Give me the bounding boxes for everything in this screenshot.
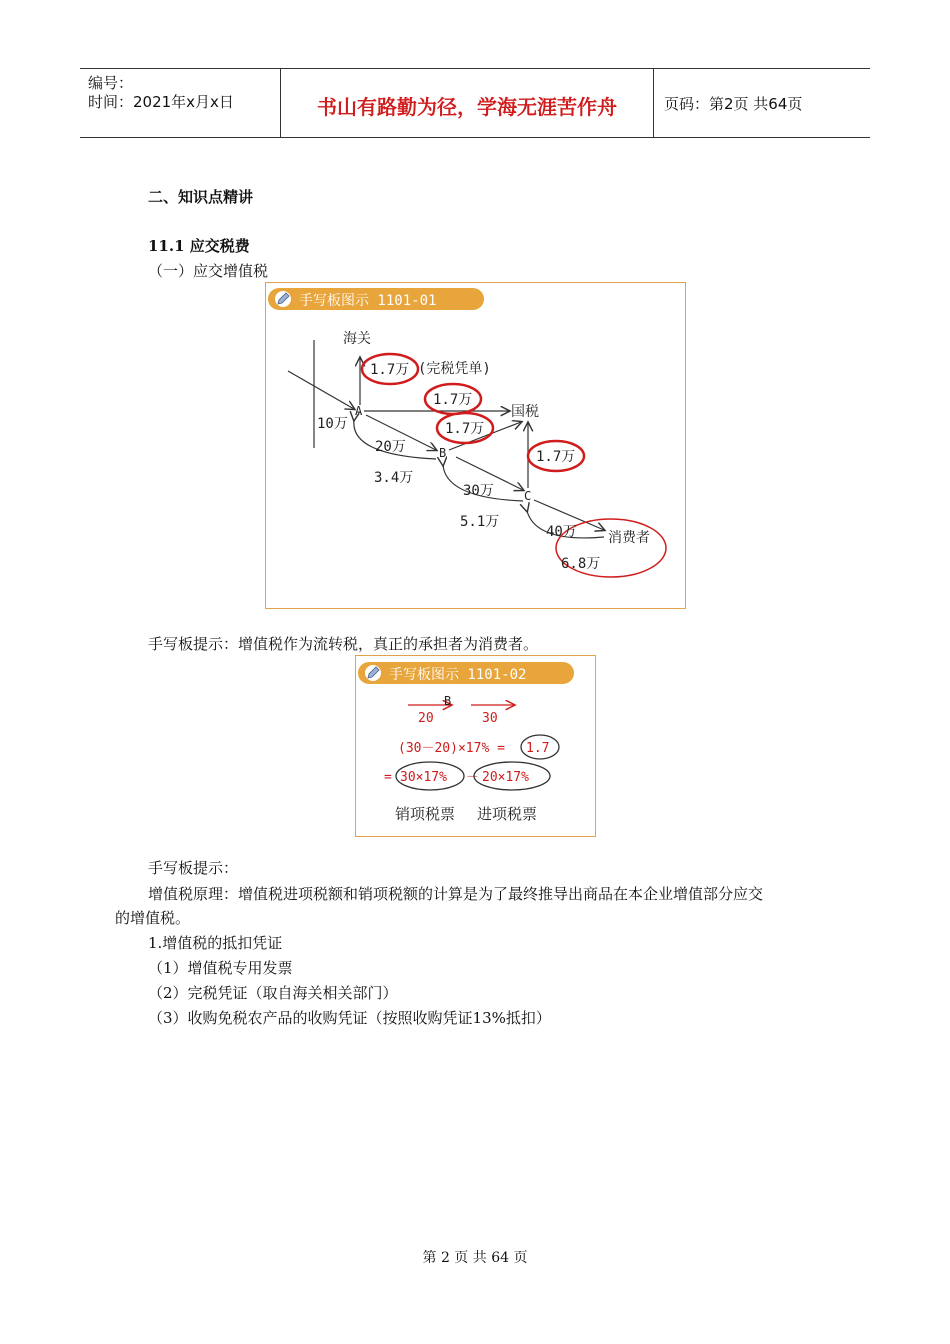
customs-label: 海关 — [343, 331, 371, 347]
list-title: 1.增值税的抵扣凭证 — [148, 934, 283, 952]
tax-c-value: 1.7万 — [536, 449, 576, 465]
amount-6-8: 6.8万 — [561, 556, 601, 572]
header-page-cell — [654, 69, 870, 137]
amount-20: 20万 — [375, 439, 406, 455]
subsection-title: 11.1 应交税费 — [148, 237, 250, 255]
figure-tab-title: 手写板图示 1101-02 — [389, 667, 527, 683]
vat-chain-diagram — [266, 283, 685, 608]
list-item: （1）增值税专用发票 — [148, 959, 293, 977]
figure-vat-formula — [355, 655, 596, 837]
header-motto-cell — [281, 69, 654, 137]
list-item: （3）收购免税农产品的收购凭证（按照收购凭证13%抵扣） — [148, 1009, 551, 1027]
principle-line-2: 的增值税。 — [115, 909, 191, 927]
output-tax-formula: 30×17% — [400, 770, 447, 785]
formula-result: 1.7 — [526, 741, 550, 756]
amount-30: 30万 — [463, 483, 494, 499]
input-tax-formula: 20×17% — [482, 770, 529, 785]
out-amount: 30 — [482, 711, 498, 726]
node-b: B — [439, 446, 447, 460]
input-tax-label: 进项税票 — [477, 805, 538, 823]
tax-certificate-note: (完税凭单) — [418, 361, 491, 377]
item-title: （一）应交增值税 — [148, 262, 269, 280]
page-header — [80, 68, 870, 138]
page-footer: 第 2 页 共 64 页 — [422, 1250, 528, 1266]
section-title: 二、知识点精讲 — [148, 188, 254, 206]
tax-a-value: 1.7万 — [433, 392, 473, 408]
figure-vat-chain — [265, 282, 686, 609]
amount-40: 40万 — [546, 524, 577, 540]
list-item: （2）完税凭证（取自海关相关部门） — [148, 984, 398, 1002]
consumer-label: 消费者 — [608, 530, 650, 546]
tax-customs-value: 1.7万 — [370, 362, 410, 378]
figure-tab-title: 手写板图示 1101-01 — [299, 293, 437, 309]
node-b-label: B — [444, 694, 452, 708]
motto-text: 书山有路勤为径，学海无涯苦作舟 — [317, 95, 617, 119]
pencil-icon — [275, 291, 291, 307]
amount-5-1: 5.1万 — [460, 514, 500, 530]
hint-1: 手写板提示：增值税作为流转税，真正的承担者为消费者。 — [148, 635, 539, 653]
node-c: C — [524, 489, 532, 503]
amount-3-4: 3.4万 — [374, 470, 414, 486]
equals-sign: = — [384, 770, 392, 785]
national-tax-label: 国税 — [511, 404, 539, 420]
page-label: 页码：第2页 共64页 — [664, 95, 803, 113]
minus-sign: － — [466, 770, 480, 785]
header-info-cell — [80, 69, 281, 137]
number-label: 编号： — [88, 74, 134, 92]
amount-10: 10万 — [317, 416, 348, 432]
hint-2-label: 手写板提示： — [148, 859, 239, 877]
in-amount: 20 — [418, 711, 434, 726]
pencil-icon — [365, 665, 381, 681]
time-label: 时间：2021年x月x日 — [88, 93, 234, 111]
formula-text: (30－20)×17% = — [398, 741, 505, 756]
tax-b-value: 1.7万 — [445, 421, 485, 437]
principle-line-1: 增值税原理：增值税进项税额和销项税额的计算是为了最终推导出商品在本企业增值部分应交 — [148, 885, 764, 903]
node-a: A — [355, 404, 363, 418]
output-tax-label: 销项税票 — [395, 805, 456, 823]
vat-formula-diagram — [356, 656, 595, 836]
